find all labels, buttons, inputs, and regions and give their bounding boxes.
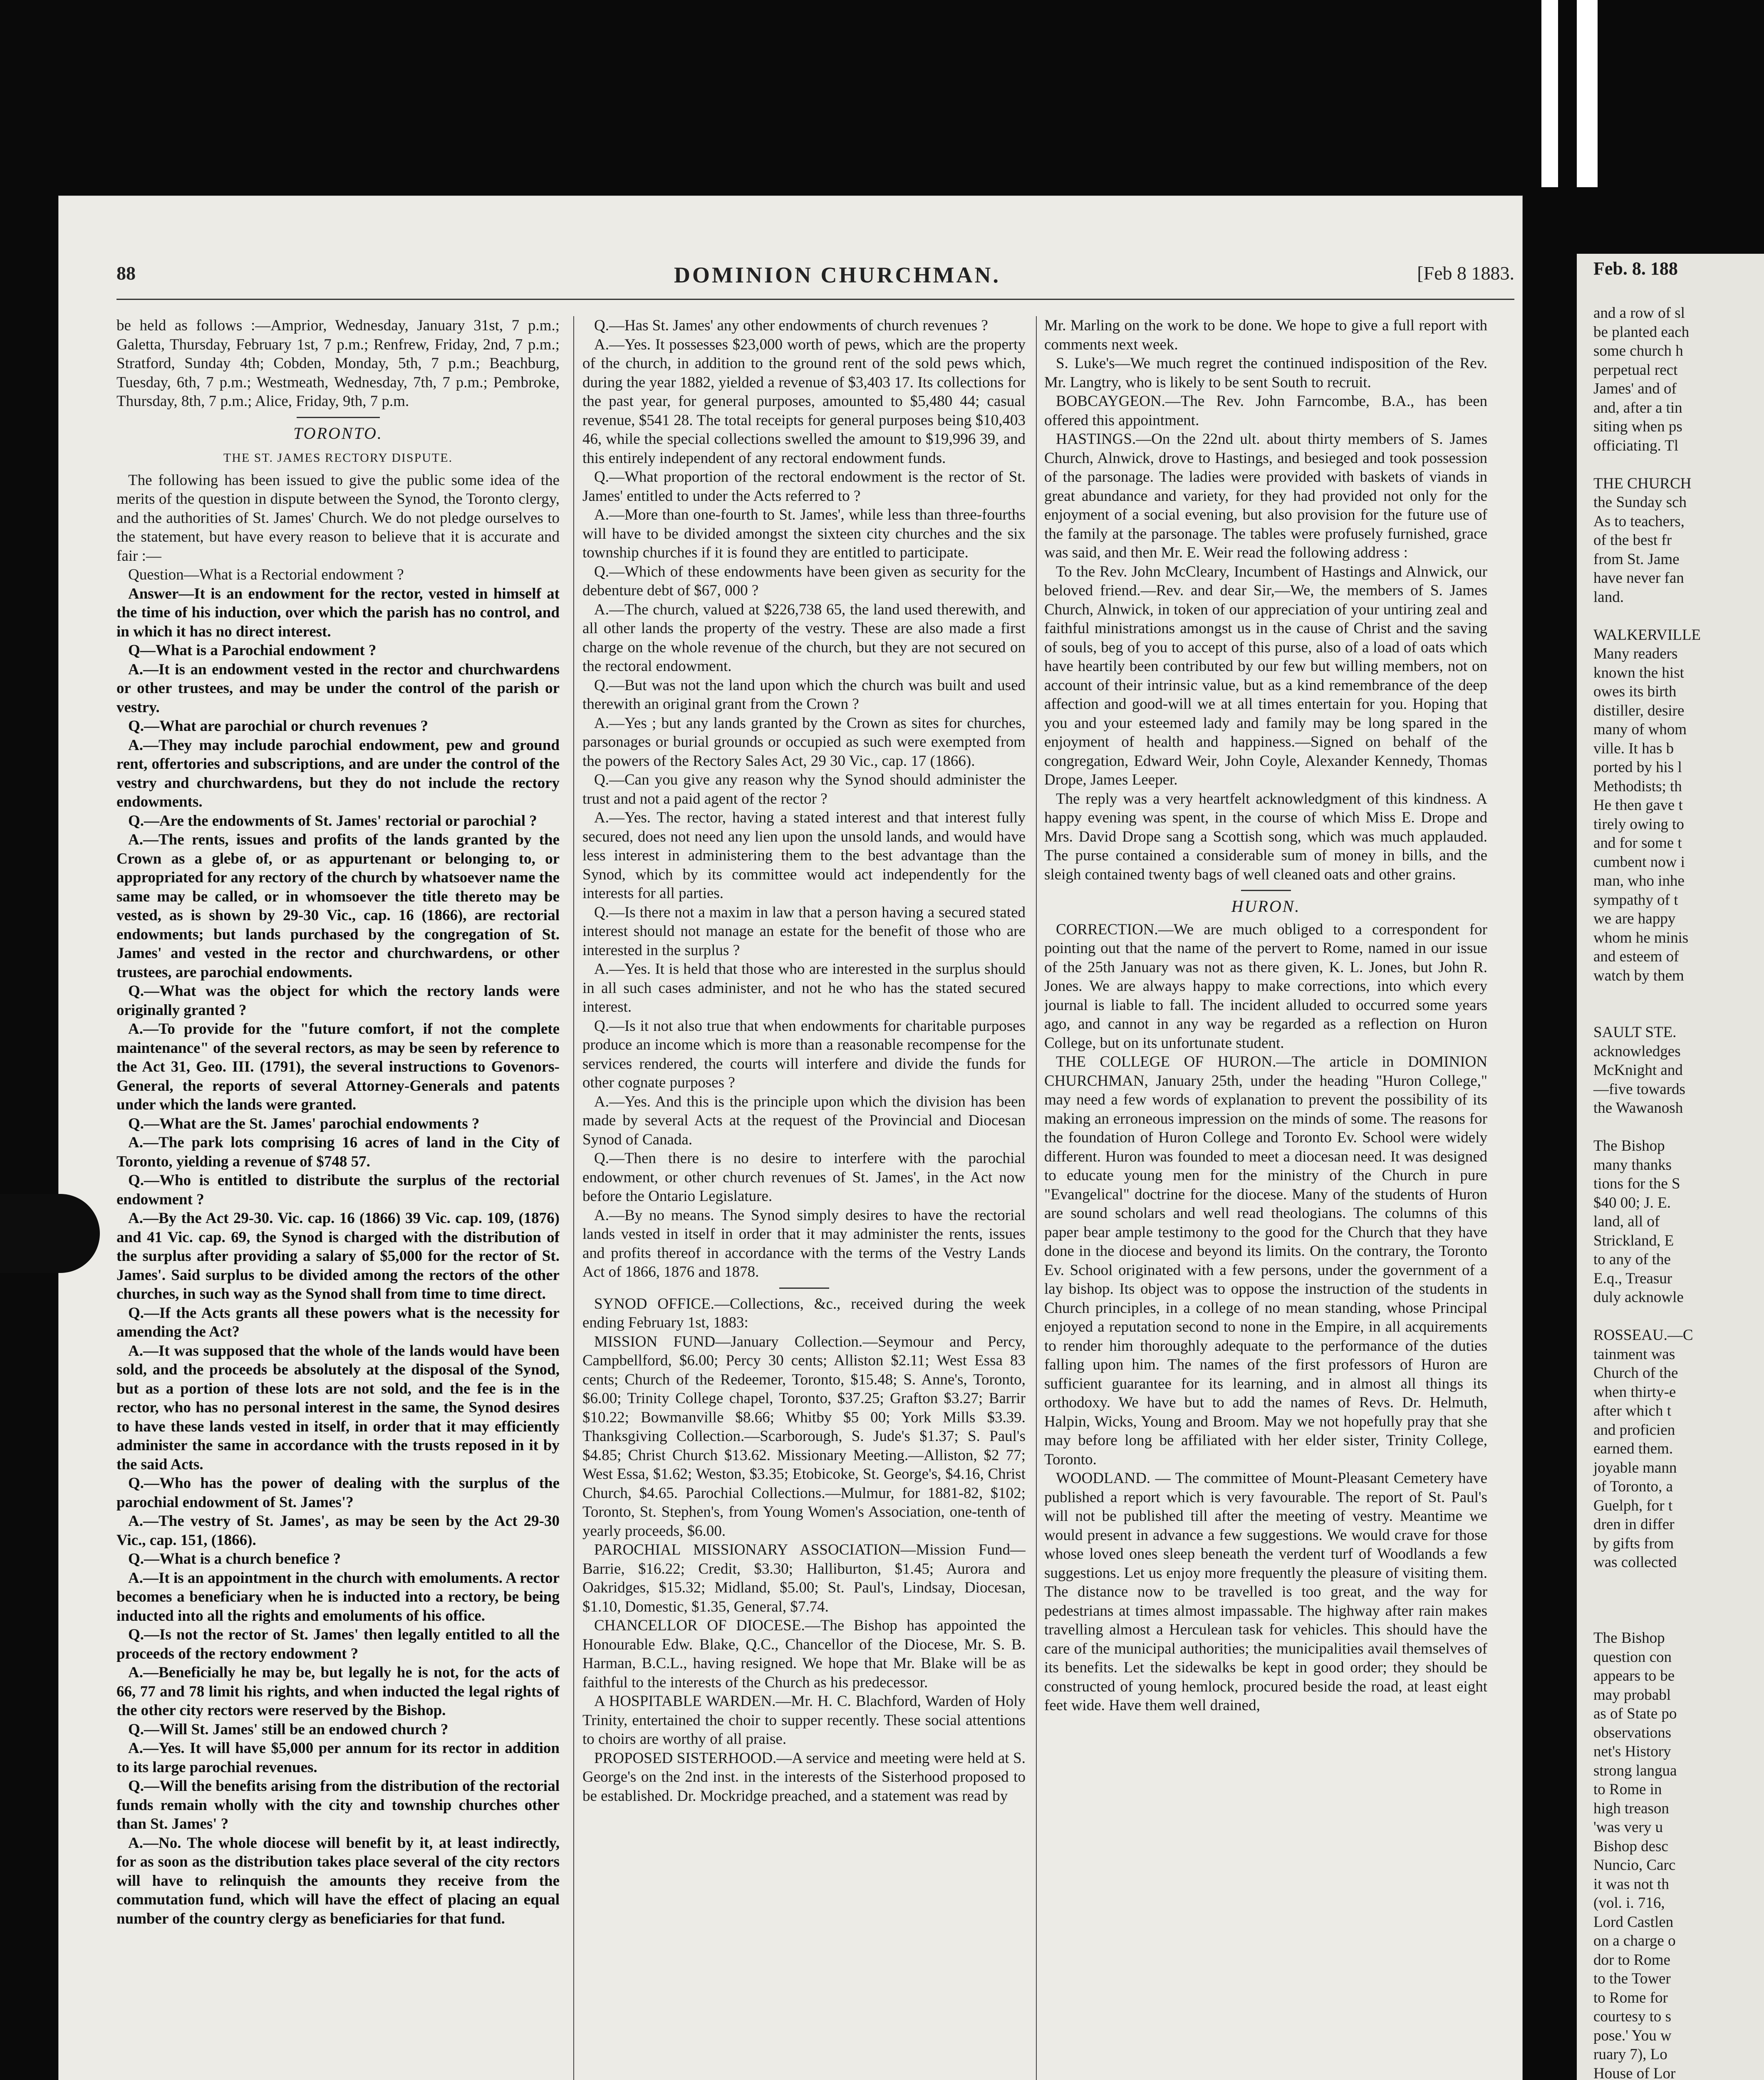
answer: A.—It was supposed that the whole of the lands would have been sold, and the proceeds be absolutely at the disposal of the Synod, but as a portion of these lots are not sold, and the fee is in the rector, who has no personal interest in the same, the Synod desires to have these lands vested in itself, in order that it may efficiently administer the same in accordance with the trusts reposed in it by the said Acts. — [116, 1342, 560, 1473]
question: Q.—Can you give any reason why the Synod should administer the trust and not a paid agent of the rector ? — [582, 771, 1026, 807]
adjacent-page-line: ville. It has b — [1593, 740, 1674, 757]
column-rule — [573, 316, 574, 2080]
adjacent-page-line: on a charge o — [1593, 1932, 1676, 1949]
adjacent-page-header: Feb. 8. 188 — [1593, 258, 1678, 279]
paragraph: The reply was a very heartfelt acknowledgment of this kindness. A happy evening was spent, in the course of which Miss E. Drope and Mrs. David Drope sang a Scottish song, which was much applauded. The purse contained a considerable sum of money in bills, and the sleigh contained twenty bags of well cleaned oats and other grains. — [1044, 790, 1487, 883]
synod-office-notice: SYNOD OFFICE.—Collections, &c., received during the week ending February 1st, 1883: — [582, 1295, 1026, 1331]
adjacent-page-fragment — [1577, 254, 1764, 2080]
adjacent-page-line: Guelph, for t — [1593, 1497, 1673, 1514]
answer: A.—By the Act 29-30. Vic. cap. 16 (1866) 39 Vic. cap. 109, (1876) and 41 Vic. cap. 69, the Synod is charged with the distribution of the surplus after providing a salary of $5,000 for the rector of St. James'. Said surplus to be divided among the rectors of the other churches, in such way as the Synod shall from time to time direct. — [116, 1210, 560, 1302]
masthead-title: DOMINION CHURCHMAN. — [674, 262, 1001, 287]
parish-notice: BOBCAYGEON.—The Rev. John Farncombe, B.A., has been offered this appointment. — [1044, 393, 1487, 429]
address-text: To the Rev. John McCleary, Incumbent of Hastings and Alnwick, our beloved friend.—Rev. and dear Sir,—We, the members of S. James Church, Alnwick, in token of our appreciation of your untiring zeal and faithful ministrations amongst us in the cause of Christ and the saving of souls, beg of you to accept of this purse, also of a load of oats which have heartily been contributed by our few but willing members, not on account of their intrinsic value, but as a kind remembrance of the deep affection and good-will we at all times entertain for you. Hoping that you and your esteemed lady and family may be long spared in the enjoyment of health and happiness.—Signed on behalf of the congregation, Edward Weir, John Coyle, Alexander Kennedy, Thomas Drope, James Leeper. — [1044, 563, 1487, 788]
college-article: THE COLLEGE OF HURON.—The article in DOMINION CHURCHMAN, January 25th, under the heading "Huron College," may need a few words of explanation to prevent the possibility of its making an erroneous impression on the minds of some. The reasons for the foundation of Huron College and Toronto Ev. School were widely different. Huron was founded to meet a diocesan need. It was designed to educate young men for the ministry of the Church in pure "Evangelical" doctrine for the diocese. Many of the students of Huron are sound scholars and well read theologians. The columns of this paper bear ample testimony to the good for the Church that they have done in the diocese and beyond its limits. On the contrary, the Toronto Ev. School originated with a few persons, under the government of a lay bishop. Its object was to oppose the instruction of the students in Church principles, in a college of no mean standing, whose Principal enjoyed a reputation second to none in the Empire, in all acquirements to render him thoroughly adequate to the performance of the duties falling upon him. The names of the first professors of Huron are sufficient guarantee for its learning, and in almost all things its orthodoxy. We have but to add the names of Revs. Dr. Helmuth, Halpin, Wicks, Young and Broom. May we not hopefully pray that she may before long be affiliated with her elder sister, Trinity College, Toronto. — [1044, 1053, 1487, 1468]
adjacent-page-line: watch by them — [1593, 967, 1684, 984]
film-margin-bar — [1541, 0, 1558, 187]
question: Q.—Has St. James' any other endowments of church revenues ? — [594, 317, 988, 334]
adjacent-page-line: tirely owing to — [1593, 815, 1684, 833]
adjacent-page-line: Bishop desc — [1593, 1837, 1668, 1855]
article-subheading: THE ST. JAMES RECTORY DISPUTE. — [223, 451, 453, 465]
answer: A.—The park lots comprising 16 acres of land in the City of Toronto, yielding a revenue of $748 57. — [116, 1134, 560, 1170]
adjacent-page-line: House of Lor — [1593, 2065, 1676, 2080]
adjacent-page-line: the Wawanosh — [1593, 1099, 1683, 1117]
question: Question—What is a Rectorial endowment ? — [128, 566, 404, 583]
adjacent-page-line: may probabl — [1593, 1686, 1671, 1704]
question: Q.—What proportion of the rectoral endowment is the rector of St. James' entitled to under the Acts referred to ? — [582, 468, 1026, 505]
adjacent-page-line: to Rome for — [1593, 1989, 1668, 2006]
adjacent-page-line: net's History — [1593, 1743, 1671, 1760]
scanner-thumb — [0, 1194, 100, 1273]
adjacent-page-line — [1593, 1118, 1764, 1137]
adjacent-page-line: man, who inhe — [1593, 872, 1685, 889]
adjacent-page-line: and for some t — [1593, 834, 1682, 852]
adjacent-page-line: THE CHURCH — [1593, 475, 1692, 492]
parochial-association-list: PAROCHIAL MISSIONARY ASSOCIATION—Mission Fund—Barrie, $16.22; Credit, $3.30; Halliburton, $1.45; Aurora and Oakridges, $15.32; Midland, $5.00; St. Paul's, Lindsay, Diocesan, $1.10, Domestic, $1.35, General, $7.74. — [582, 1541, 1026, 1615]
adjacent-page-line: earned them. — [1593, 1440, 1673, 1457]
adjacent-page-line — [1593, 607, 1764, 626]
adjacent-page-line: dor to Rome — [1593, 1951, 1670, 1969]
adjacent-page-line: Many readers — [1593, 645, 1678, 662]
question: Q.—Then there is no desire to interfere with the parochial endowment, or other church revenues of St. James', in the Act now before the Ontario Legislature. — [582, 1150, 1026, 1205]
question: Q.—Which of these endowments have been given as security for the debenture debt of $67, 000 ? — [582, 563, 1026, 599]
answer: A.—The vestry of St. James', as may be seen by the Act 29-30 Vic., cap. 151, (1866). — [116, 1513, 560, 1549]
adjacent-page-line: many thanks — [1593, 1156, 1672, 1174]
answer: Answer—It is an endowment for the rector, vested in himself at the time of his induction, over which the parish has no control, and in which it has no direct interest. — [116, 585, 560, 640]
answer: A.—Yes ; but any lands granted by the Crown as sites for churches, parsonages or burial grounds or occupied as such were exempted from the powers of the Rectory Sales Act, 29 30 Vic., cap. 17 (1866). — [582, 714, 1026, 770]
film-margin-bar — [1577, 0, 1598, 187]
adjacent-page-line: distiller, desire — [1593, 702, 1685, 719]
adjacent-page-line: many of whom — [1593, 721, 1687, 738]
answer: A.—Yes. And this is the principle upon which the division has been made by several Acts at the request of the Provincial and Diocesan Synod of Canada. — [582, 1093, 1026, 1148]
adjacent-page-column — [1593, 304, 1764, 2080]
question: Q—What is a Parochial endowment ? — [128, 642, 377, 659]
header-rule — [116, 299, 1514, 300]
adjacent-page-line: tions for the S — [1593, 1175, 1680, 1192]
adjacent-page-line: The Bishop — [1593, 1137, 1665, 1154]
adjacent-page-line: Nuncio, Carc — [1593, 1857, 1676, 1874]
adjacent-page-line — [1593, 455, 1764, 474]
page-header — [116, 258, 1514, 291]
adjacent-page-line: ported by his l — [1593, 759, 1682, 776]
adjacent-page-line: observations — [1593, 1724, 1672, 1741]
adjacent-page-line: have never fan — [1593, 570, 1684, 587]
column-2 — [582, 316, 1026, 2080]
answer: A.—The rents, issues and profits of the lands granted by the Crown as a glebe of, or as appurtenant or belonging to, or appropriated for any rectory of the church by whatsoever name the same may be called, or in whomsoever the title thereto may be vested, as is shown by 29-30 Vic., cap. 16 (1866), are rectorial endowments; but lands purchased by the congregation of St. James' and vested in the rector and churchwardens, or other trustees, are parochial endowments. — [116, 831, 560, 981]
adjacent-page-line: ruary 7), Lo — [1593, 2046, 1667, 2063]
column-1 — [116, 316, 560, 2080]
adjacent-page-line: the Sunday sch — [1593, 494, 1687, 511]
adjacent-page-line: acknowledges — [1593, 1042, 1681, 1060]
question: Q.—But was not the land upon which the church was built and used therewith an original grant from the Crown ? — [582, 676, 1026, 713]
adjacent-page-line: as of State po — [1593, 1705, 1677, 1722]
woodland-notice: WOODLAND. — The committee of Mount-Pleasant Cemetery have published a report which is very favourable. The report of St. Paul's will not be published till after the meeting of vestry. Meantime we would present in advance a few suggestions. We would crave for those whose loved ones sleep beneath the verdent turf of Woodlands a few suggestions. Let us enjoy more frequently the pleasure of visiting them. The distance now to be travelled is too great, and the way for pedestrians at times almost impassable. The highway after rain makes travelling almost a Herculean task for vehicles. This should have the care of the municipal authorities; the municipalities avail themselves of its benefits. Let the sidewalks be kept in good order; they should be constructed of young hemlock, procured beside the road, at least eight feet wide. Have them well drained, — [1044, 1470, 1487, 1714]
answer: A.—Yes. The rector, having a stated interest and that interest fully secured, does not need any lien upon the unsold lands, and would have less interest in administering them to the best advantage than the Synod, which by its committee would act independently for the interests for all parties. — [582, 809, 1026, 902]
column-3 — [1044, 316, 1487, 2080]
adjacent-page-line: to Rome in — [1593, 1781, 1662, 1798]
adjacent-page-line: and proficien — [1593, 1421, 1675, 1439]
adjacent-page-line: dren in differ — [1593, 1516, 1675, 1533]
adjacent-page-line: (vol. i. 716, — [1593, 1894, 1665, 1912]
adjacent-page-line: officiating. Tl — [1593, 437, 1679, 454]
adjacent-page-line: tainment was — [1593, 1345, 1675, 1363]
adjacent-page-line: we are happy — [1593, 910, 1676, 927]
warden-notice: A HOSPITABLE WARDEN.—Mr. H. C. Blachford, Warden of Holy Trinity, entertained the choir to supper recently. These social attentions to choirs are worthy of all praise. — [582, 1693, 1026, 1748]
adjacent-page-line: land. — [1593, 588, 1624, 606]
adjacent-page-line: land, all of — [1593, 1213, 1660, 1230]
adjacent-page-line: joyable mann — [1593, 1459, 1677, 1476]
sisterhood-notice: PROPOSED SISTERHOOD.—A service and meeting were held at S. George's on the 2nd inst. in the interests of the Sisterhood proposed to be established. Dr. Mockridge preached, and a statement was read by — [582, 1749, 1026, 1805]
adjacent-page-line: perpetual rect — [1593, 361, 1678, 379]
section-heading-toronto: TORONTO. — [293, 423, 383, 443]
adjacent-page-line: strong langua — [1593, 1762, 1677, 1779]
adjacent-page-line: As to teachers, — [1593, 513, 1685, 530]
adjacent-page-line: whom he minis — [1593, 929, 1689, 946]
question: Q.—Is it not also true that when endowments for charitable purposes produce an income which is more than a reasonable recompense for the services rendered, the courts will interfere and divide the funds for other cognate purposes ? — [582, 1017, 1026, 1091]
adjacent-page-line: siting when ps — [1593, 418, 1682, 435]
answer: A.—It is an endowment vested in the rector and churchwardens or other trustees, and may be under the control of the parish or vestry. — [116, 661, 560, 716]
adjacent-page-line: Church of the — [1593, 1364, 1678, 1382]
question: Q.—Is there not a maxim in law that a person having a secured stated interest should not manage an estate for the benefit of those who are interested in the surplus ? — [582, 904, 1026, 959]
section-divider — [779, 1288, 829, 1289]
meeting-schedule: be held as follows :—Amprior, Wednesday, January 31st, 7 p.m.; Galetta, Thursday, February 1st, 7 p.m.; Renfrew, Friday, 2nd, 7 p.m.; Stratford, Sunday 4th; Cobden, Monday, 5th, 7 p.m.; Beachburg, Tuesday, 6th, 7 p.m.; Westmeath, Wednesday, 7th, 7 p.m.; Pembroke, Thursday, 8th, 7 p.m.; Alice, Friday, 9th, 7 p.m. — [116, 317, 560, 410]
adjacent-page-line — [1593, 985, 1764, 1004]
answer: A.—No. The whole diocese will benefit by it, at least indirectly, for as soon as the distribution takes place several of the city rectors will have to relinquish the amounts they receive from the commutation fund, which will have the effect of placing an equal number of the country clergy as beneficiaries for that fund. — [116, 1834, 560, 1927]
section-heading-huron: HURON. — [1231, 897, 1301, 916]
adjacent-page-line: James' and of — [1593, 380, 1677, 397]
question: Q.—Will St. James' still be an endowed church ? — [128, 1721, 448, 1738]
adjacent-page-line: Methodists; th — [1593, 778, 1682, 795]
adjacent-page-line: cumbent now i — [1593, 853, 1685, 871]
adjacent-page-line — [1593, 1307, 1764, 1326]
adjacent-page-line: sympathy of t — [1593, 891, 1678, 909]
question: Q.—If the Acts grants all these powers what is the necessity for amending the Act? — [116, 1304, 560, 1340]
adjacent-page-line — [1593, 1004, 1764, 1023]
parish-notice: HASTINGS.—On the 22nd ult. about thirty members of S. James Church, Alnwick, drove to Hastings, and besieged and took possession of the parsonage. The ladies were provided with baskets of viands in great abundance and variety, for they had provided not only for the enjoyment of a social evening, but also provision for the future use of the family at the parsonage. The tables were profusely furnished, grace was said, and then Mr. E. Weir read the following address : — [1044, 431, 1487, 561]
adjacent-page-line: and a row of sl — [1593, 305, 1685, 322]
adjacent-page-line: $40 00; J. E. — [1593, 1194, 1671, 1211]
paragraph: Mr. Marling on the work to be done. We hope to give a full report with comments next week. — [1044, 317, 1487, 353]
adjacent-page-line: from St. Jame — [1593, 550, 1680, 568]
adjacent-page-line: The Bishop — [1593, 1629, 1665, 1647]
adjacent-page-line: ROSSEAU.—C — [1593, 1327, 1693, 1344]
question: Q.—Will the benefits arising from the distribution of the rectorial funds remain wholly with the city and township churches other than St. James' ? — [116, 1778, 560, 1832]
adjacent-page-line: courtesy to s — [1593, 2008, 1672, 2025]
adjacent-page-line: and, after a tin — [1593, 399, 1682, 416]
adjacent-page-line: after which t — [1593, 1402, 1671, 1419]
answer: A.—Yes. It possesses $23,000 worth of pews, which are the property of the church, in addition to the ground rent of the sold pews which, during the year 1882, yielded a revenue of $3,403 17. Its collections for the past year, for general purposes, amounted to $5,480 44; casual revenue, $541 28. The total receipts for general purposes being $10,403 46, while the special collections swelled the amount to $19,996 39, and this entirely independent of any rectoral endowment funds. — [582, 336, 1026, 467]
question: Q.—What are parochial or church revenues ? — [128, 718, 429, 735]
question: Q.—Are the endowments of St. James' rectorial or parochial ? — [128, 812, 537, 830]
paragraph: The following has been issued to give the public some idea of the merits of the question in dispute between the Synod, the Toronto clergy, and the authorities of St. James' Church. We do not pledge ourselves to the statement, but have every reason to believe that it is accurate and fair :— — [116, 471, 560, 565]
adjacent-page-line: of the best fr — [1593, 532, 1672, 549]
answer: A.—To provide for the "future comfort, if not the complete maintenance" of the several rectors, as may be seen by reference to the Act 31, Geo. III. (1791), the several instructions to Govenors-General, the reports of several Attorney-Generals and patents under which the lands were granted. — [116, 1020, 560, 1113]
answer: A.—It is an appointment in the church with emoluments. A rector becomes a beneficiary when he is inducted into a rectory, be being inducted into all the rights and emoluments of his office. — [116, 1569, 560, 1624]
answer: A.—Beneficially he may be, but legally he is not, for the acts of 66, 77 and 78 limit his rights, and when inducted the legal rights of the other city rectors were reserved by the Bishop. — [116, 1664, 560, 1719]
adjacent-page-line: SAULT STE. — [1593, 1024, 1677, 1041]
correction-notice: CORRECTION.—We are much obliged to a correspondent for pointing out that the name of the pervert to Rome, named in our issue of the 25th January was not as there given, K. L. Jones, but John R. Jones. We are always happy to make corrections, into which every journal is liable to fall. The incident alluded to occurred some years ago, and cannot in any way be regarded as a reflection on Huron College, but on its unfortunate student. — [1044, 921, 1487, 1052]
adjacent-page-line: Lord Castlen — [1593, 1913, 1674, 1931]
chancellor-notice: CHANCELLOR OF DIOCESE.—The Bishop has appointed the Honourable Edw. Blake, Q.C., Chancellor of the Diocese, Mr. S. B. Harman, B.C.L., having resigned. We hope that Mr. Blake will be as faithful to the interests of the Church as his predecessor. — [582, 1617, 1026, 1691]
adjacent-page-line: be planted each — [1593, 323, 1690, 341]
adjacent-page-line: E.q., Treasur — [1593, 1270, 1672, 1287]
issue-date: [Feb 8 1883. — [1417, 262, 1514, 284]
section-divider — [1241, 890, 1291, 891]
adjacent-page-line: owes its birth — [1593, 683, 1677, 700]
adjacent-page-line: question con — [1593, 1648, 1672, 1666]
parish-notice: S. Luke's—We much regret the continued indisposition of the Rev. Mr. Langtry, who is likely to be sent South to recruit. — [1044, 355, 1487, 391]
adjacent-page-line: some church h — [1593, 342, 1683, 359]
adjacent-page-line: and esteem of — [1593, 948, 1679, 965]
adjacent-page-line: pose.' You w — [1593, 2027, 1672, 2044]
adjacent-page-line: by gifts from — [1593, 1535, 1674, 1552]
adjacent-page-line — [1593, 1591, 1764, 1610]
section-divider — [297, 417, 380, 418]
question: Q.—Is not the rector of St. James' then legally entitled to all the proceeds of the rectory endowment ? — [116, 1626, 560, 1662]
adjacent-page-line: when thirty-e — [1593, 1383, 1676, 1401]
adjacent-page-line: known the hist — [1593, 664, 1684, 681]
question: Q.—What was the object for which the rectory lands were originally granted ? — [116, 983, 560, 1019]
adjacent-page-line — [1593, 1572, 1764, 1591]
adjacent-page-line: 'was very u — [1593, 1819, 1663, 1836]
adjacent-page-line: —five towards — [1593, 1080, 1685, 1098]
adjacent-page-line: duly acknowle — [1593, 1289, 1684, 1306]
adjacent-page-line: high treason — [1593, 1800, 1669, 1817]
adjacent-page-line: McKnight and — [1593, 1062, 1683, 1079]
question: Q.—Who is entitled to distribute the surplus of the rectorial endowment ? — [116, 1172, 560, 1208]
question: Q.—Who has the power of dealing with the surplus of the parochial endowment of St. James'? — [116, 1475, 560, 1511]
question: Q.—What is a church benefice ? — [128, 1550, 341, 1567]
adjacent-page-line: of Toronto, a — [1593, 1478, 1673, 1495]
answer: A.—Yes. It will have $5,000 per annum for its rector in addition to its large parochial revenues. — [116, 1740, 560, 1776]
column-rule — [1036, 316, 1037, 2080]
adjacent-page-line: to the Tower — [1593, 1970, 1671, 1987]
adjacent-page-line: Strickland, E — [1593, 1232, 1674, 1249]
answer: A.—The church, valued at $226,738 65, the land used therewith, and all other lands the property of the vestry. These are also made a first charge on the whole revenue of the church, but they are not secured on the rectoral endowment. — [582, 601, 1026, 675]
answer: A.—By no means. The Synod simply desires to have the rectorial lands vested in itself in order that it may administer the rents, issues and profits thereof in accordance with the terms of the Vestry Lands Act of 1866, 1876 and 1878. — [582, 1206, 1026, 1280]
answer: A.—More than one-fourth to St. James', while less than three-fourths will have to be divided amongst the sixteen city churches and the six township churches if it is found they are entitled to participate. — [582, 506, 1026, 561]
adjacent-page-line — [1593, 1610, 1764, 1629]
adjacent-page-line: it was not th — [1593, 1875, 1669, 1893]
adjacent-page-line: to any of the — [1593, 1251, 1671, 1268]
adjacent-page-line: was collected — [1593, 1554, 1677, 1571]
answer: A.—They may include parochial endowment, pew and ground rent, offertories and subscriptions, and are under the control of the vestry and churchwardens, but they do not include the rectory endowments. — [116, 736, 560, 810]
question: Q.—What are the St. James' parochial endowments ? — [128, 1115, 480, 1132]
answer: A.—Yes. It is held that those who are interested in the surplus should in all such cases administer, and not he who has the stated secured interest. — [582, 961, 1026, 1015]
adjacent-page-line: WALKERVILLE — [1593, 626, 1701, 644]
mission-fund-list: MISSION FUND—January Collection.—Seymour and Percy, Campbellford, $6.00; Percy 30 cents; Alliston $2.11; West Essa 83 cents; Church of the Redeemer, Toronto, $15.48; S. Anne's, Toronto, $6.00; Trinity College chapel, Toronto, $37.25; Grafton $3.27; Barrir $10.22; Bowmanville $8.66; Whitby $5 00; York Mills $3.39. Thanksgiving Collection.—Scarborough, S. Jude's $1.37; S. Paul's $4.85; Christ Church $13.62. Missionary Meeting.—Alliston, $2 77; West Essa, $1.62; Weston, $3.35; Etobicoke, St. George's, $4.16, Christ Church, $4.65. Parochial Collections.—Mulmur, for 1881-82, $102; Toronto, St. Stephen's, from Young Women's Association, one-tenth of yearly proceeds, $6.00. — [582, 1333, 1026, 1540]
page-number: 88 — [116, 262, 136, 284]
adjacent-page-line: appears to be — [1593, 1667, 1675, 1684]
adjacent-page-line: He then gave t — [1593, 797, 1683, 814]
